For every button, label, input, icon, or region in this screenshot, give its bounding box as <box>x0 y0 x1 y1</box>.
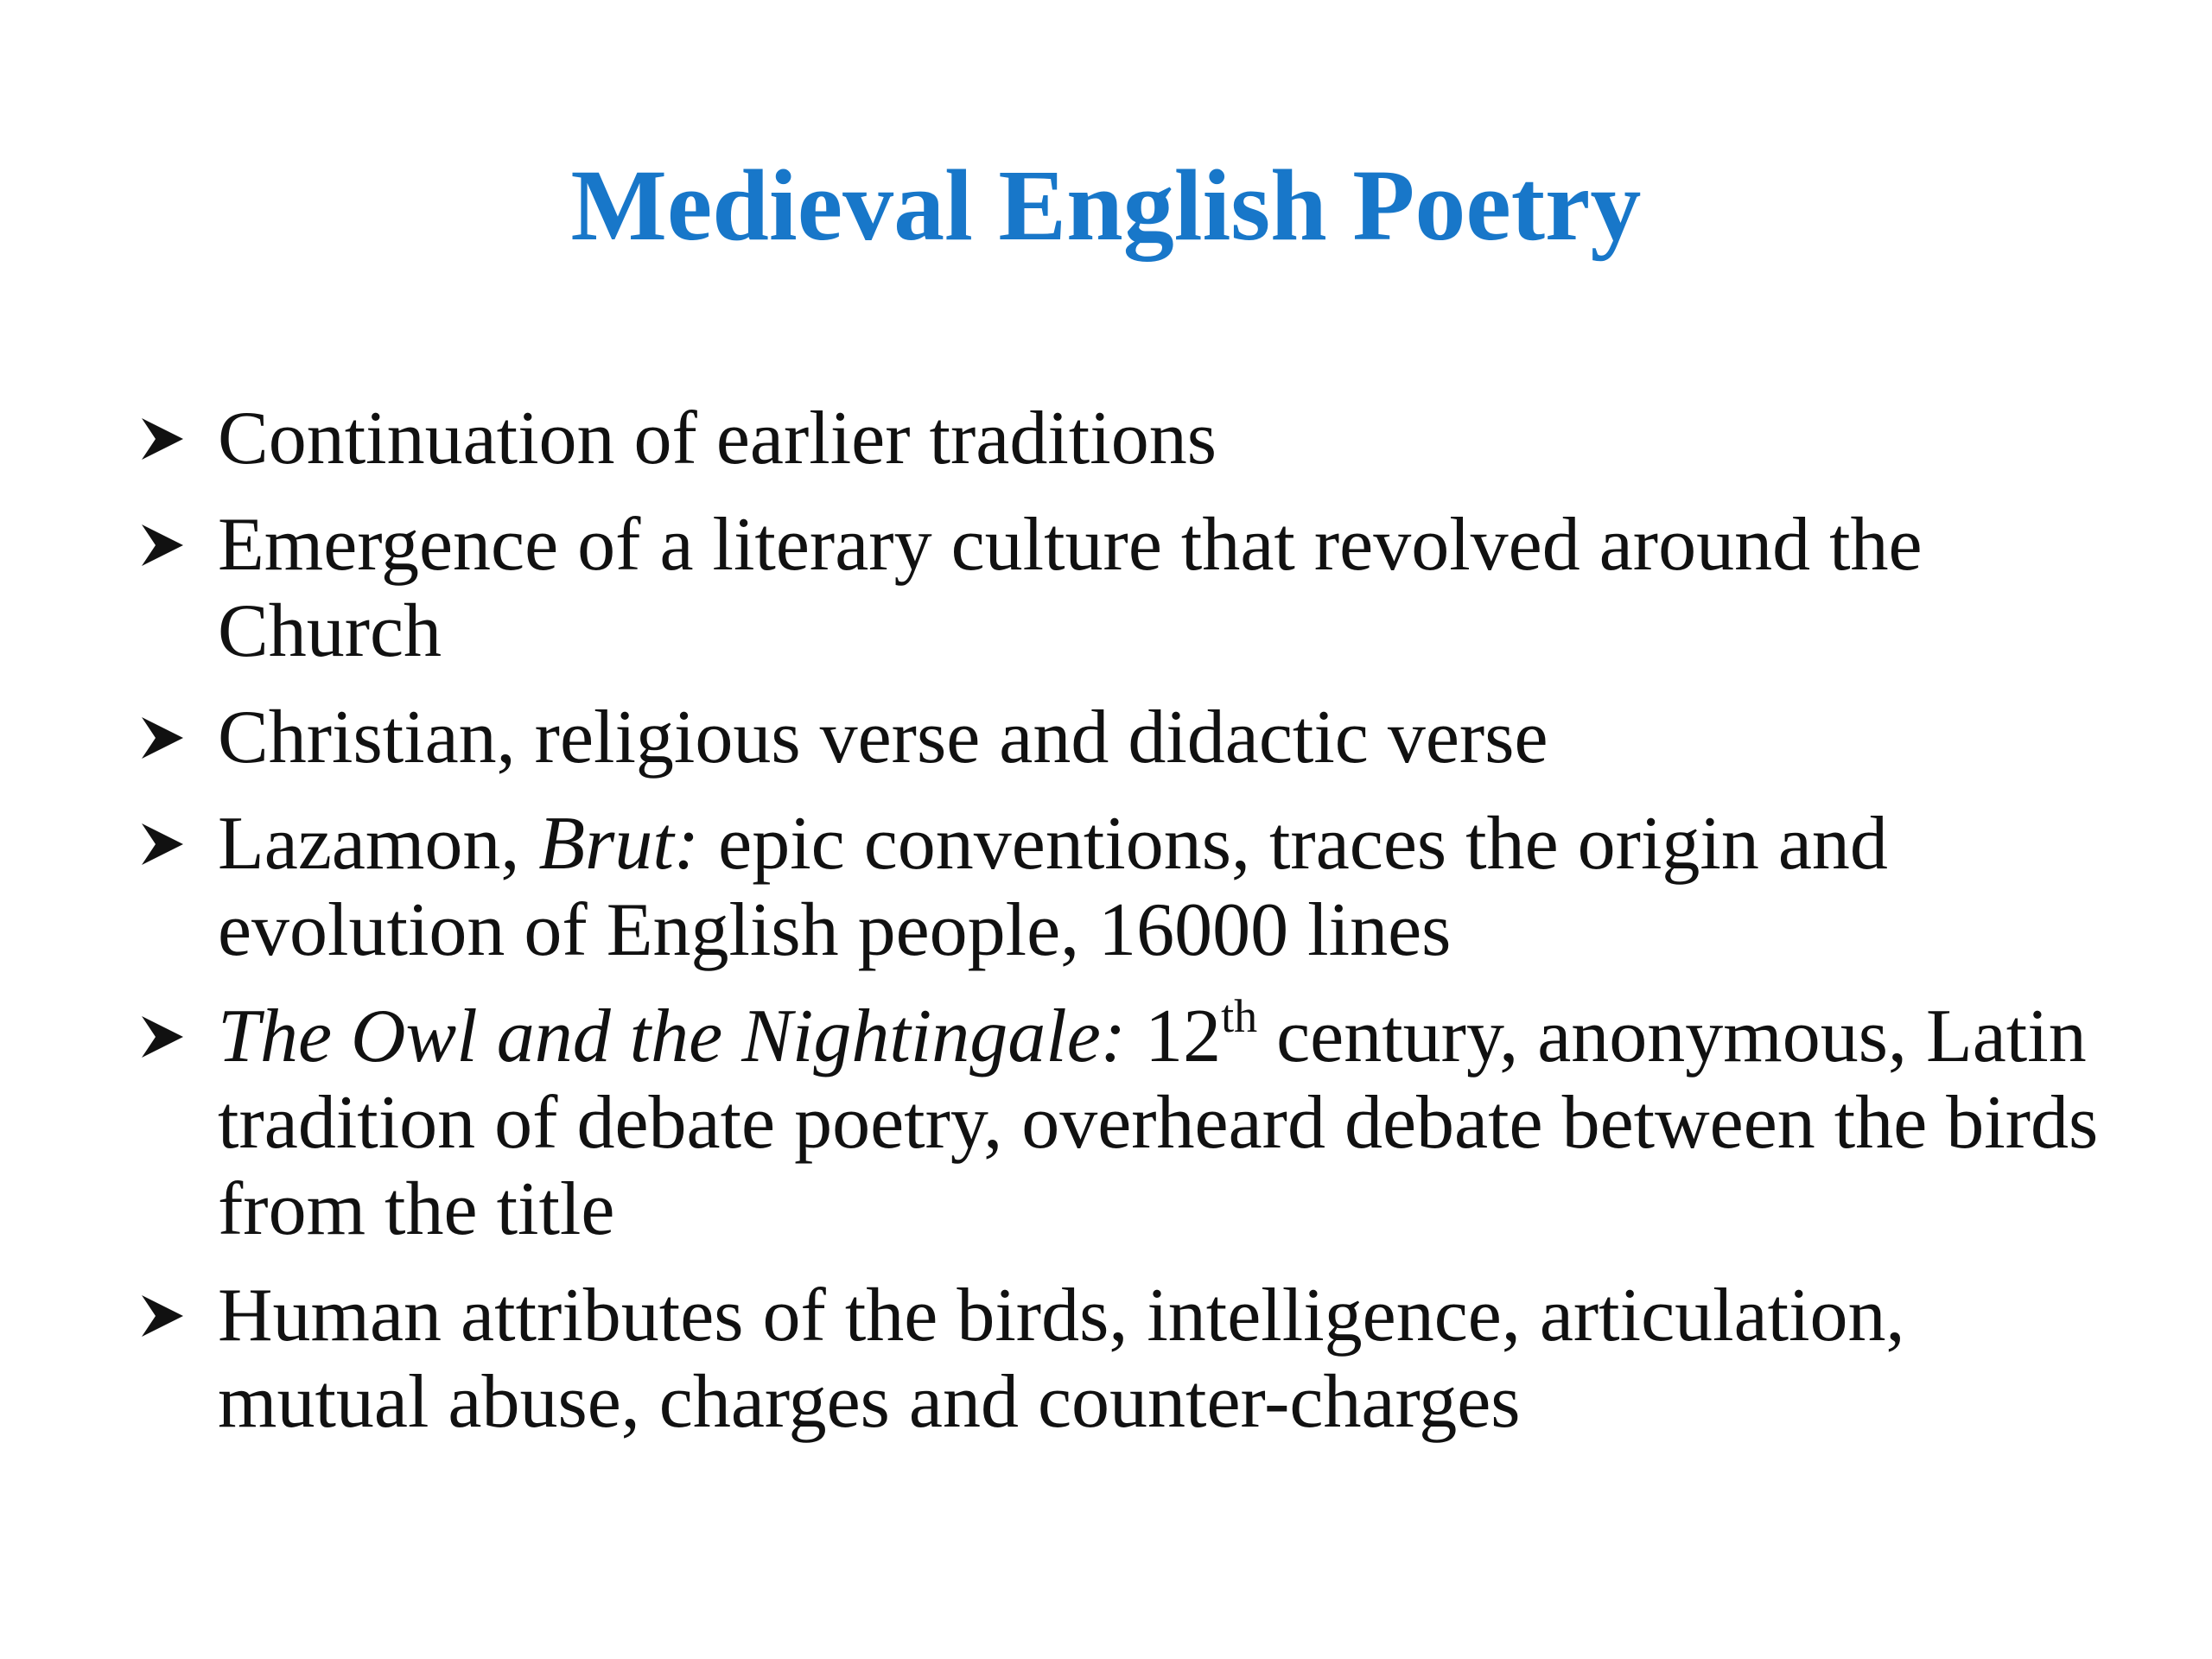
bullet-item <box>138 990 2126 1253</box>
bullet-text: Human attributes of the birds, intelligence, articulation, mutual abuse, charges and counter-charges <box>218 1274 1905 1444</box>
bullet-text: Continuation of earlier traditions <box>218 397 1217 480</box>
bullet-work-title: The Owl and the Nightingale: <box>218 995 1127 1078</box>
bullet-author: Lazamon, <box>218 802 539 886</box>
bullet-item <box>138 695 2126 781</box>
bullet-century-suffix: th <box>1221 990 1258 1042</box>
bullet-text: Christian, religious verse and didactic verse <box>218 696 1548 779</box>
bullet-list <box>138 396 2126 1465</box>
arrowhead-bullet-icon <box>138 1013 187 1061</box>
slide-title: Medieval English Poetry <box>570 149 1642 262</box>
arrowhead-bullet-icon <box>138 820 187 868</box>
bullet-item <box>138 502 2126 675</box>
arrowhead-bullet-icon <box>138 521 187 569</box>
bullet-item <box>138 1273 2126 1446</box>
arrowhead-bullet-icon <box>138 1292 187 1340</box>
bullet-text: century, anonymous, Latin tradition of debate poetry, overheard debate between the birds from the title <box>218 995 2099 1251</box>
bullet-item <box>138 801 2126 974</box>
arrowhead-bullet-icon <box>138 415 187 463</box>
arrowhead-bullet-icon <box>138 714 187 762</box>
bullet-item <box>138 396 2126 482</box>
bullet-text: epic conventions, traces the origin and evolution of English people, 16000 lines <box>218 802 1888 972</box>
bullet-work-title: Brut: <box>538 802 700 886</box>
bullet-century: 12 <box>1126 995 1222 1078</box>
bullet-text: Emergence of a literary culture that revolved around the Church <box>218 503 1923 673</box>
